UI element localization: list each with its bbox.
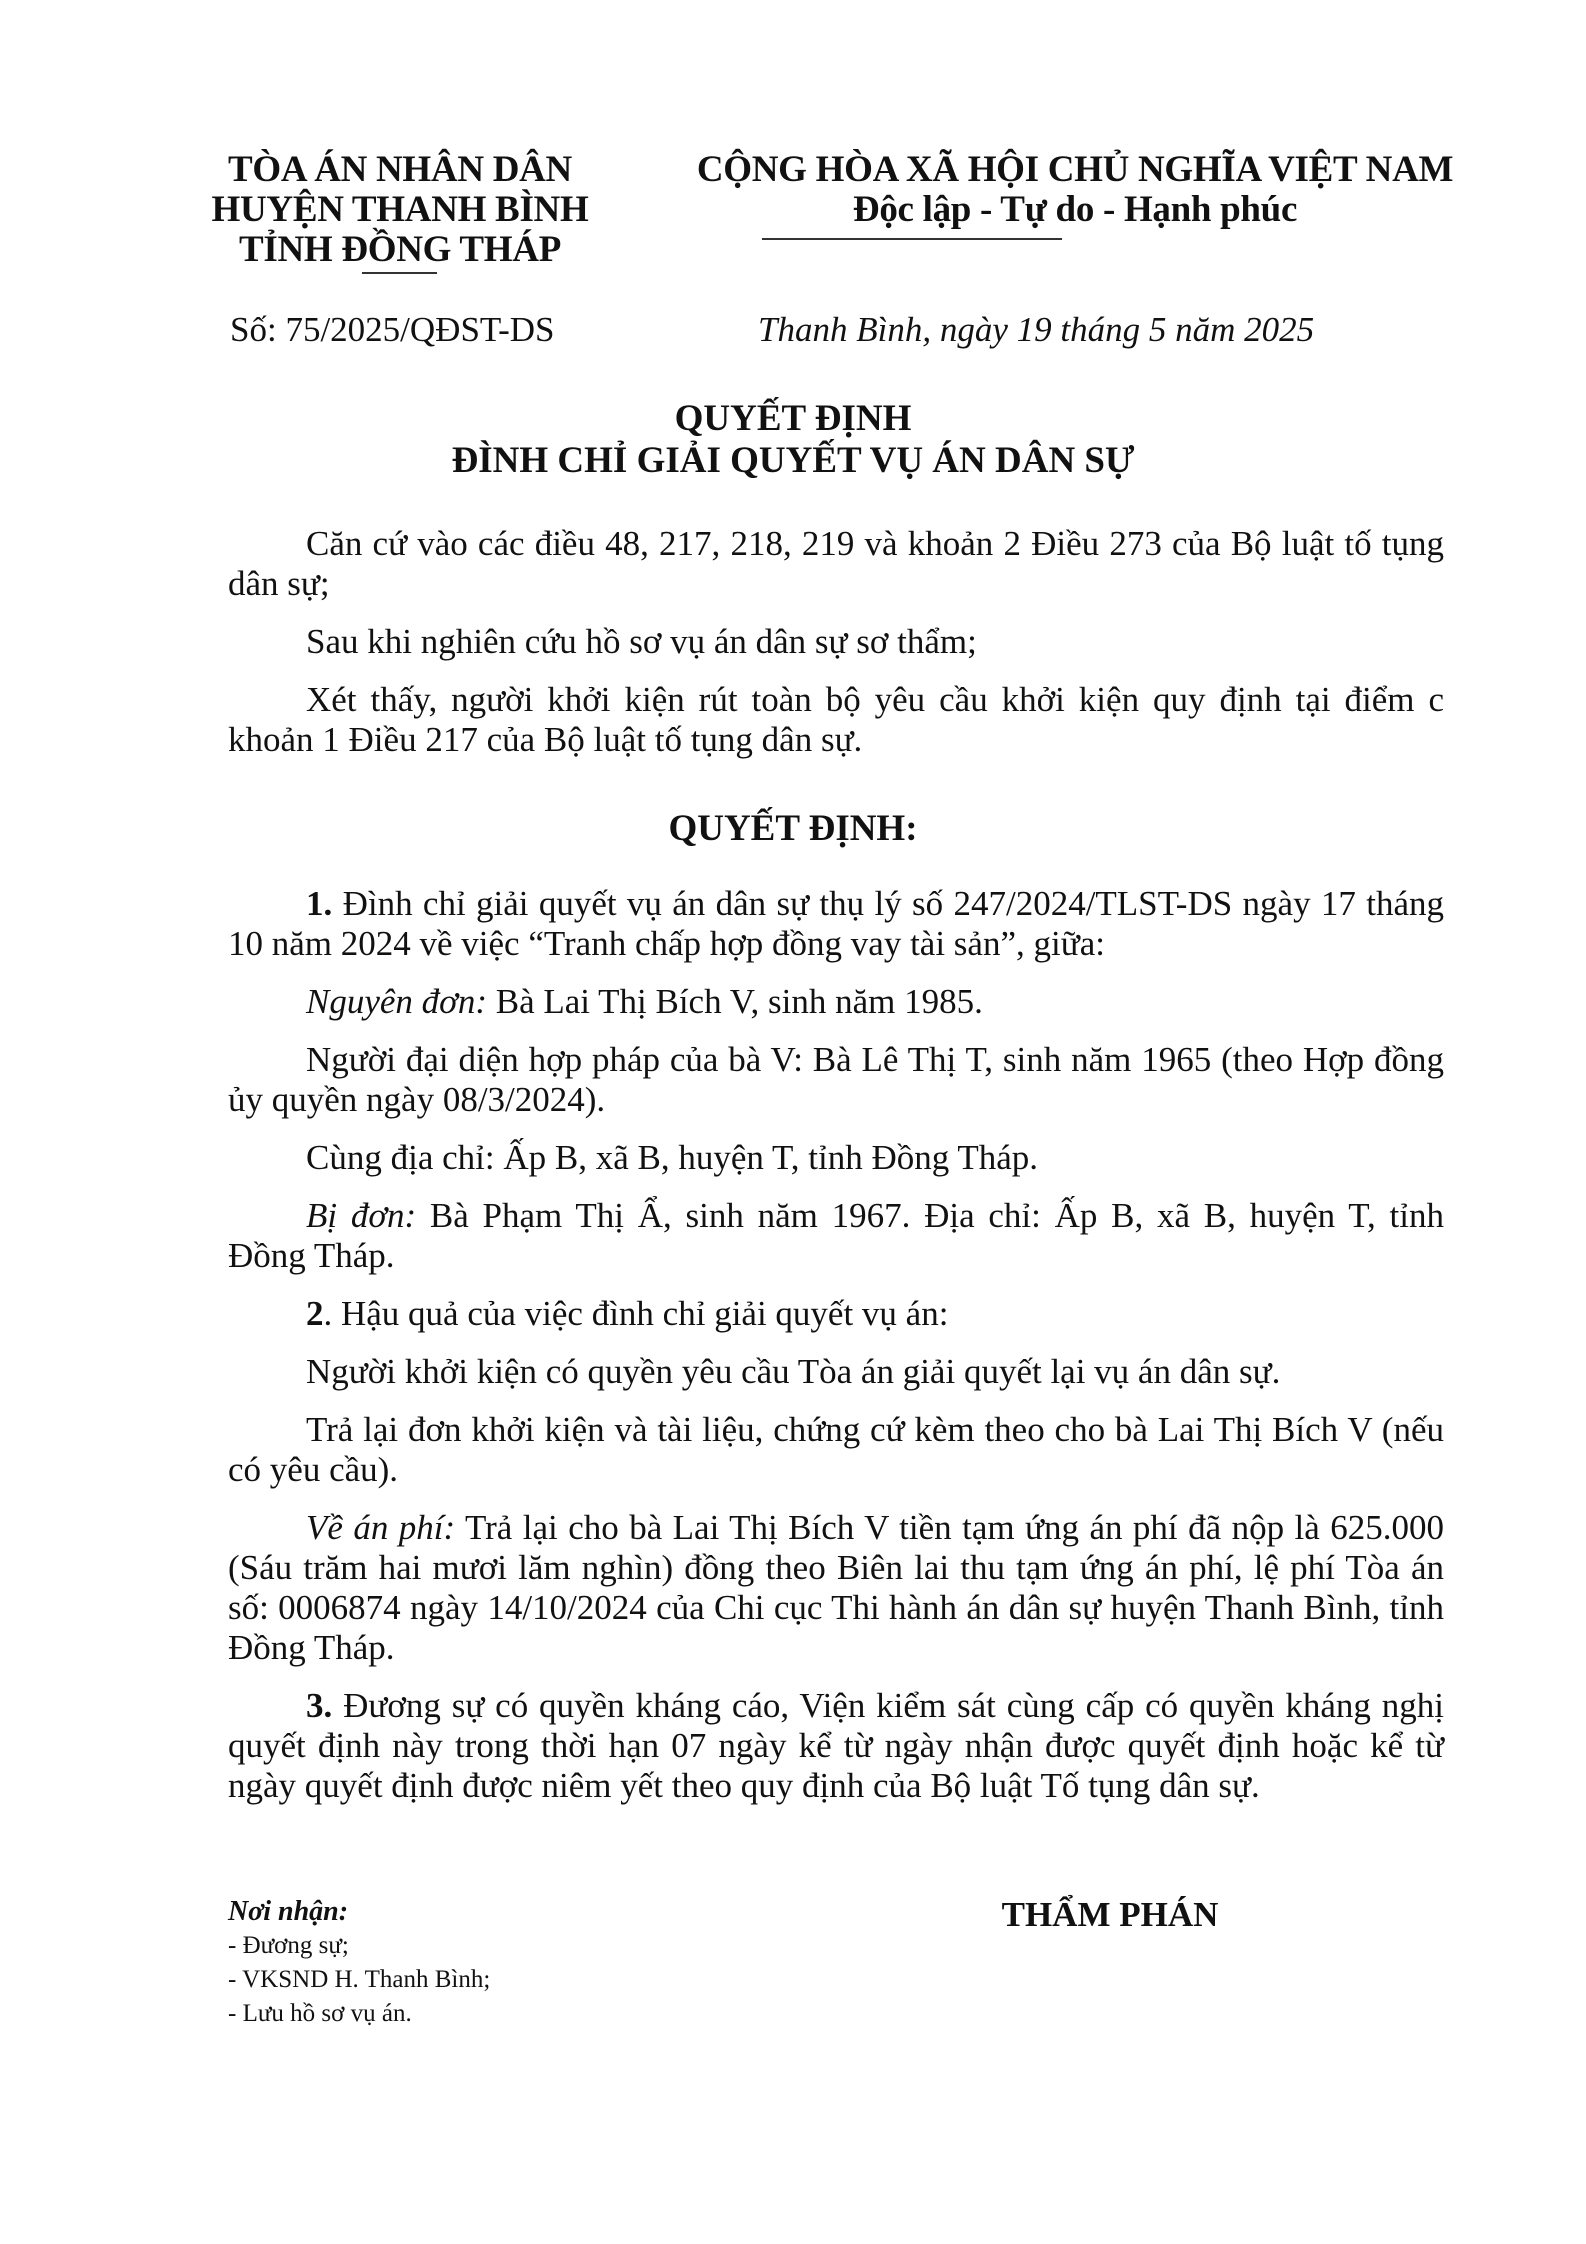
national-motto: Độc lập - Tự do - Hạnh phúc [852,189,1298,230]
national-title-block [660,150,1490,230]
court-fee [228,1508,1444,1668]
item-number: 2 [306,1294,324,1333]
court-name-block [190,150,610,270]
republic-name: CỘNG HÒA XÃ HỘI CHỦ NGHĨA VIỆT NAM [696,149,1454,190]
court-name-line3: TỈNH ĐỒNG THÁP [239,229,561,270]
defendant-label: Bị đơn: [306,1196,417,1235]
document-number: Số: 75/2025/QĐST-DS [230,310,555,349]
decision-item-2 [228,1294,1444,1334]
recipients-block [228,1895,490,2031]
preamble-paragraph: Căn cứ vào các điều 48, 217, 218, 219 và khoản 2 Điều 273 của Bộ luật tố tụng dân sự; [228,524,1444,603]
title-line1: QUYẾT ĐỊNH [674,398,912,439]
court-name-line1: TÒA ÁN NHÂN DÂN [228,149,572,190]
defendant-text: Bà Phạm Thị Ẩ, sinh năm 1967. Địa chỉ: Ấp B, xã B, huyện T, tỉnh Đồng Tháp. [228,1196,1444,1275]
plaintiff-text: Bà Lai Thị Bích V, sinh năm 1985. [487,982,983,1021]
shared-address: Cùng địa chỉ: Ấp B, xã B, huyện T, tỉnh Đồng Tháp. [306,1138,1039,1177]
recipient-item: - Đương sự; [228,1932,349,1959]
court-name-line2: HUYỆN THANH BÌNH [211,189,589,230]
preamble [228,524,1444,778]
consequence: Trả lại đơn khởi kiện và tài liệu, chứng cứ kèm theo cho bà Lai Thị Bích V (nếu có yêu cầu). [228,1410,1444,1489]
item-text: Đình chỉ giải quyết vụ án dân sự thụ lý số 247/2024/TLST-DS ngày 17 tháng 10 năm 2024 về việc “Tranh chấp hợp đồng vay tài sản”, giữa: [228,884,1444,963]
signer-title: THẨM PHÁN [1001,1895,1219,1934]
fee-label: Về án phí: [306,1508,456,1547]
title-line2: ĐÌNH CHỈ GIẢI QUYẾT VỤ ÁN DÂN SỰ [451,440,1135,481]
decision-item-1 [228,884,1444,964]
plaintiff [228,982,1444,1022]
recipient-item: - Lưu hồ sơ vụ án. [228,2000,412,2027]
plaintiff-label: Nguyên đơn: [306,982,487,1021]
fee-text: Trả lại cho bà Lai Thị Bích V tiền tạm ứng án phí đã nộp là 625.000 (Sáu trăm hai mươi lăm nghìn) đồng theo Biên lai thu tạm ứng án phí, lệ phí Tòa án số: 0006874 ngày 14/10/2024 của Chi cục Thi hành án dân sự huyện Thanh Bình, tỉnh Đồng Tháp. [228,1508,1444,1667]
document-title [0,398,1586,482]
item-text: . Hậu quả của việc đình chỉ giải quyết vụ án: [323,1294,949,1333]
preamble-paragraph: Xét thấy, người khởi kiện rút toàn bộ yêu cầu khởi kiện quy định tại điểm c khoản 1 Điều 217 của Bộ luật tố tụng dân sự. [228,680,1444,759]
decision-item-3 [228,1686,1444,1806]
defendant [228,1196,1444,1276]
preamble-paragraph: Sau khi nghiên cứu hồ sơ vụ án dân sự sơ thẩm; [306,622,977,661]
consequence: Người khởi kiện có quyền yêu cầu Tòa án giải quyết lại vụ án dân sự. [306,1352,1281,1391]
recipients-title: Nơi nhận: [228,1896,349,1927]
representative: Người đại diện hợp pháp của bà V: Bà Lê Thị T, sinh năm 1965 (theo Hợp đồng ủy quyền ngày 08/3/2024). [228,1040,1444,1119]
item-number: 1. [306,884,333,923]
place-date: Thanh Bình, ngày 19 tháng 5 năm 2025 [758,310,1315,349]
motto-underline [762,238,1062,240]
decision-body [228,884,1444,1824]
recipient-item: - VKSND H. Thanh Bình; [228,1966,491,1993]
decision-heading: QUYẾT ĐỊNH: [668,808,918,849]
item-text: Đương sự có quyền kháng cáo, Viện kiểm sát cùng cấp có quyền kháng nghị quyết định này trong thời hạn 07 ngày kể từ ngày nhận được quyết định hoặc kể từ ngày quyết định được niêm yết theo quy định của Bộ luật Tố tụng dân sự. [228,1686,1444,1805]
item-number: 3. [306,1686,333,1725]
court-underline [362,272,437,274]
